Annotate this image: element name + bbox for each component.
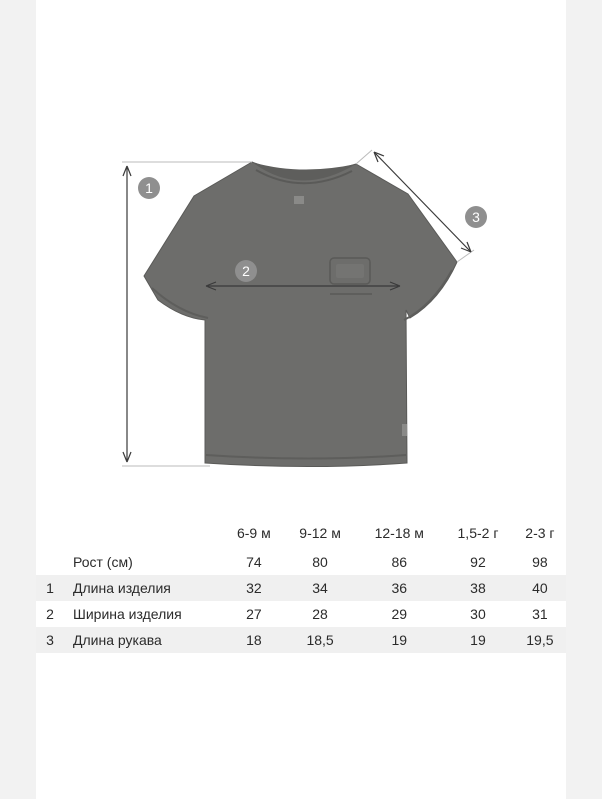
table-row [36, 627, 566, 653]
row-label: Длина рукава [61, 627, 224, 653]
table-cell: 98 [532, 554, 548, 570]
row-label: Длина изделия [61, 575, 224, 601]
row-number: 3 [36, 627, 61, 653]
table-cell: 92 [470, 554, 486, 570]
table-row [36, 549, 566, 575]
table-cell: 28 [312, 606, 328, 622]
table-cell: 31 [532, 606, 548, 622]
table-cell: 27 [246, 606, 262, 622]
table-row [36, 601, 566, 627]
badge-1: 1 [138, 177, 160, 199]
table-cell: 19,5 [514, 627, 566, 653]
row-number [36, 549, 61, 575]
badge-2: 2 [235, 260, 257, 282]
table-cell: 74 [246, 554, 262, 570]
row-number: 2 [46, 606, 54, 622]
size-table [36, 518, 566, 653]
table-header-row [36, 518, 566, 549]
table-cell: 80 [312, 554, 328, 570]
table-cell: 36 [356, 575, 442, 601]
row-label: Рост (см) [73, 554, 133, 570]
table-cell: 19 [442, 627, 514, 653]
table-cell: 38 [442, 575, 514, 601]
table-cell: 19 [356, 627, 442, 653]
column-header: 1,5-2 г [457, 525, 499, 541]
table-cell: 18,5 [284, 627, 357, 653]
table-row [36, 575, 566, 601]
table-cell: 18 [224, 627, 284, 653]
badge-3: 3 [465, 206, 487, 228]
table-cell: 86 [391, 554, 408, 570]
tshirt-shape [144, 162, 457, 467]
label-tag [294, 196, 304, 204]
column-header: 9-12 м [299, 525, 341, 541]
column-header: 2-3 г [525, 525, 555, 541]
row-label: Ширина изделия [73, 606, 182, 622]
row-number: 1 [36, 575, 61, 601]
column-header: 6-9 м [236, 525, 271, 541]
table-cell: 34 [284, 575, 357, 601]
table-cell: 32 [224, 575, 284, 601]
table-cell: 29 [391, 606, 408, 622]
table-cell: 40 [514, 575, 566, 601]
table-cell: 30 [470, 606, 486, 622]
column-header: 12-18 м [374, 525, 424, 541]
